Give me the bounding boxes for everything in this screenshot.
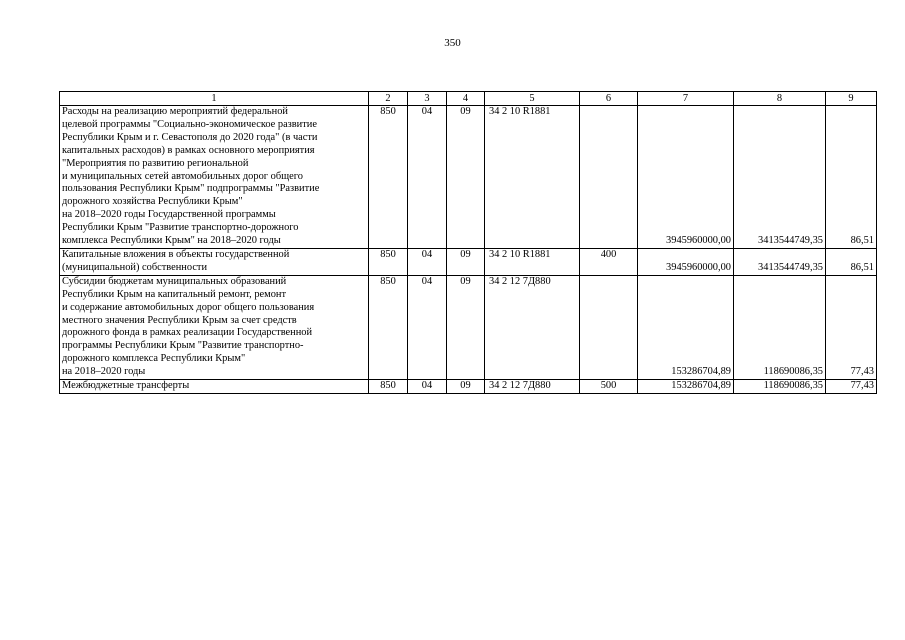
row-col6: 500 xyxy=(580,380,638,394)
header-col-2: 2 xyxy=(369,92,408,106)
row-col5: 34 2 12 7Д880 xyxy=(485,275,580,379)
row-col3: 04 xyxy=(408,380,447,394)
table-row xyxy=(60,275,877,379)
row-description: Капитальные вложения в объекты государственной (муниципальной) собственности xyxy=(60,248,369,275)
header-col-6: 6 xyxy=(580,92,638,106)
row-col2: 850 xyxy=(369,248,408,275)
table-row xyxy=(60,248,877,275)
row-col8: 118690086,35 xyxy=(734,380,826,394)
row-col3: 04 xyxy=(408,106,447,249)
row-col6 xyxy=(580,106,638,249)
row-col4: 09 xyxy=(447,248,485,275)
table-row xyxy=(60,106,877,249)
header-col-8: 8 xyxy=(734,92,826,106)
header-col-1: 1 xyxy=(60,92,369,106)
row-col4: 09 xyxy=(447,275,485,379)
page-number: 350 xyxy=(444,37,461,49)
row-col5: 34 2 10 R1881 xyxy=(485,106,580,249)
row-col8: 118690086,35 xyxy=(734,275,826,379)
row-description: Субсидии бюджетам муниципальных образований Республики Крым на капитальный ремонт, ремонт и содержание автомобильных дорог общего пользования местного значения Республики Крым за счет средств дорожного фонда в рамках реализации Государственной программы Республики Крым "Развитие транспортно- дорожного комплекса Республики Крым" на 2018–2020 годы xyxy=(60,275,369,379)
row-col2: 850 xyxy=(369,275,408,379)
table-row xyxy=(60,380,877,394)
row-col5: 34 2 12 7Д880 xyxy=(485,380,580,394)
row-col2: 850 xyxy=(369,106,408,249)
row-col4: 09 xyxy=(447,380,485,394)
row-col7: 3945960000,00 xyxy=(638,248,734,275)
row-col8: 3413544749,35 xyxy=(734,106,826,249)
row-col7: 3945960000,00 xyxy=(638,106,734,249)
row-col6 xyxy=(580,275,638,379)
row-col3: 04 xyxy=(408,275,447,379)
row-description: Межбюджетные трансферты xyxy=(60,380,369,394)
row-col3: 04 xyxy=(408,248,447,275)
row-col7: 153286704,89 xyxy=(638,275,734,379)
row-col9: 86,51 xyxy=(826,106,877,249)
budget-table xyxy=(59,91,877,394)
row-col6: 400 xyxy=(580,248,638,275)
header-col-5: 5 xyxy=(485,92,580,106)
row-col9: 77,43 xyxy=(826,275,877,379)
table-header-row xyxy=(60,92,877,106)
row-col9: 86,51 xyxy=(826,248,877,275)
row-col9: 77,43 xyxy=(826,380,877,394)
row-description: Расходы на реализацию мероприятий федеральной целевой программы "Социально-экономическое развитие Республики Крым и г. Севастополя до 2020 года" (в части капитальных расходов) в рамках основного мероприятия "Мероприятия по развитию региональной и муниципальных сетей автомобильных дорог общего пользования Республики Крым" подпрограммы "Развитие дорожного хозяйства Республики Крым" на 2018–2020 годы Государственной программы Республики Крым "Развитие транспортно-дорожного комплекса Республики Крым" на 2018–2020 годы xyxy=(60,106,369,249)
row-col4: 09 xyxy=(447,106,485,249)
header-col-3: 3 xyxy=(408,92,447,106)
header-col-7: 7 xyxy=(638,92,734,106)
header-col-4: 4 xyxy=(447,92,485,106)
header-col-9: 9 xyxy=(826,92,877,106)
row-col2: 850 xyxy=(369,380,408,394)
row-col8: 3413544749,35 xyxy=(734,248,826,275)
row-col7: 153286704,89 xyxy=(638,380,734,394)
row-col5: 34 2 10 R1881 xyxy=(485,248,580,275)
